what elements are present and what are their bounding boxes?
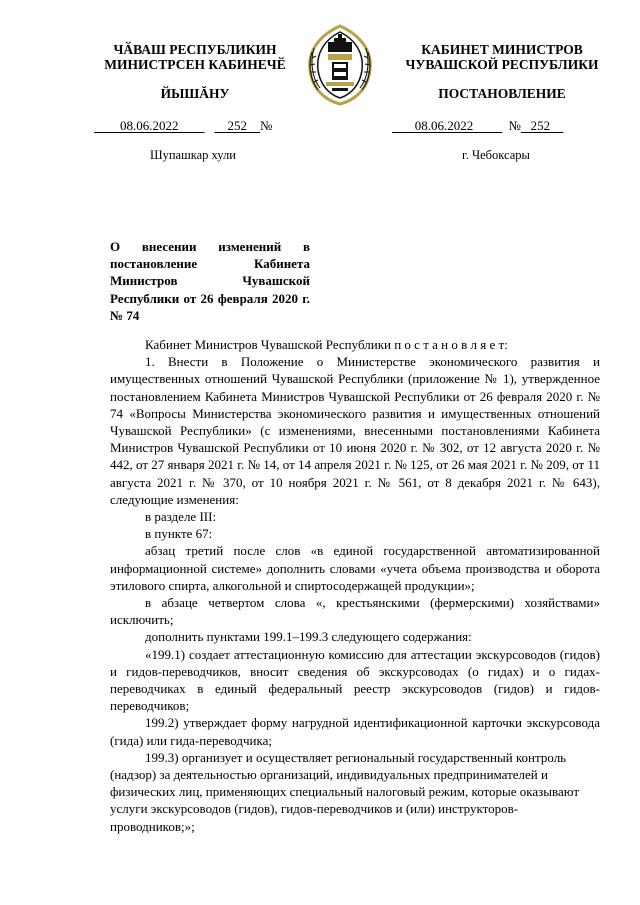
preamble-paragraph: Кабинет Министров Чувашской Республики п о с т а н о в л я е т: [145,337,508,352]
left-number-field [215,118,261,133]
paragraph-199-1: «199.1) создает аттестационную комиссию для аттестации экскурсоводов (гидов) и гидов-переводчиков, вносит сведения об экскурсоводах (о гидах) и о гидах-переводчиках в единый федеральный реестр экскурсоводов (гидов) и гидов-переводчиков; [110,646,600,714]
paragraph-1: 1. Внести в Положение о Министерстве экономического развития и имущественных отношений Чувашской Республики (приложение № 1), утвержденное постановлением Кабинета Министров Чувашской Республики от 26 февраля 2020 г. № 74 «Вопросы Министерства экономического развития и имущественных отношений Чувашской Республики» (с изменениями, внесенными постановлениями Кабинета Министров Чувашской Республики от 10 июня 2020 г. № 302, от 12 августа 2020 г. № 442, от 27 января 2021 г. № 14, от 14 апреля 2021 г. № 125, от 26 мая 2021 г. № 209, от 11 августа 2021 г. № 370, от 10 ноября 2021 г. № 561, от 8 декабря 2021 г. № 643), следующие изменения: [110,354,600,507]
coat-of-arms-emblem [298,22,382,108]
header-left-org [90,42,300,72]
left-date-number-line [94,118,272,134]
left-date: 08.06.2022 [120,118,179,133]
document-title: О внесении изменений в постановление Кабинета Министров Чувашской Республики от 26 февраля 2020 г. № 74 [110,239,310,323]
paragraph-199-2: 199.2) утверждает форму нагрудной идентификационной карточки экскурсовода (гида) или гида-переводчика; [110,715,600,748]
right-number: 252 [530,118,551,133]
right-date: 08.06.2022 [414,118,474,133]
left-date-field [94,118,205,133]
document-body [110,336,600,835]
paragraph-point-67: в пункте 67: [145,526,213,542]
left-place: Шупашкар хули [150,148,236,162]
right-date-number-line [392,118,563,134]
paragraph-abzac-fourth: в абзаце четвертом слова «, крестьянскими (фермерскими) хозяйствами» исключить; [110,595,600,628]
paragraph-abzac-third: абзац третий после слов «в единой государственной автоматизированной информационной системе» дополнить словами «учета объема производства и оборота этилового спирта, алкогольной и спиртосодержащей продукции»; [110,543,600,593]
left-number-sign: № [260,118,273,133]
header-right-line2: ЧУВАШСКОЙ РЕСПУБЛИКИ [405,57,599,72]
right-date-field [392,118,503,133]
paragraph-199-3: 199.3) организует и осуществляет региональный государственный контроль (надзор) за деятельностью организаций, индивидуальных предпринимателей и физических лиц, применяющих специальный налоговый режим, которые оказывают услуги экскурсоводов (гидов), гидов-переводчиков и (или) инструкторов-проводников;»; [110,749,580,834]
header-left-doc-type: ЙЫШĂНУ [160,86,230,101]
header-left-line1: ЧӐВАШ РЕСПУБЛИКИН [113,42,277,57]
right-place: г. Чебоксары [462,148,530,162]
header-right-doc-type: ПОСТАНОВЛЕНИЕ [438,86,566,101]
paragraph-section-iii: в разделе III: [145,509,217,525]
left-number: 252 [227,118,247,133]
header-right-org [392,42,612,72]
right-number-field [521,118,563,133]
header-left-line2: МИНИСТРСЕН КАБИНЕЧӖ [104,57,286,72]
paragraph-add-points: дополнить пунктами 199.1–199.3 следующего содержания: [145,629,472,645]
header-right-line1: КАБИНЕТ МИНИСТРОВ [421,42,583,57]
right-number-sign: № [508,118,521,133]
